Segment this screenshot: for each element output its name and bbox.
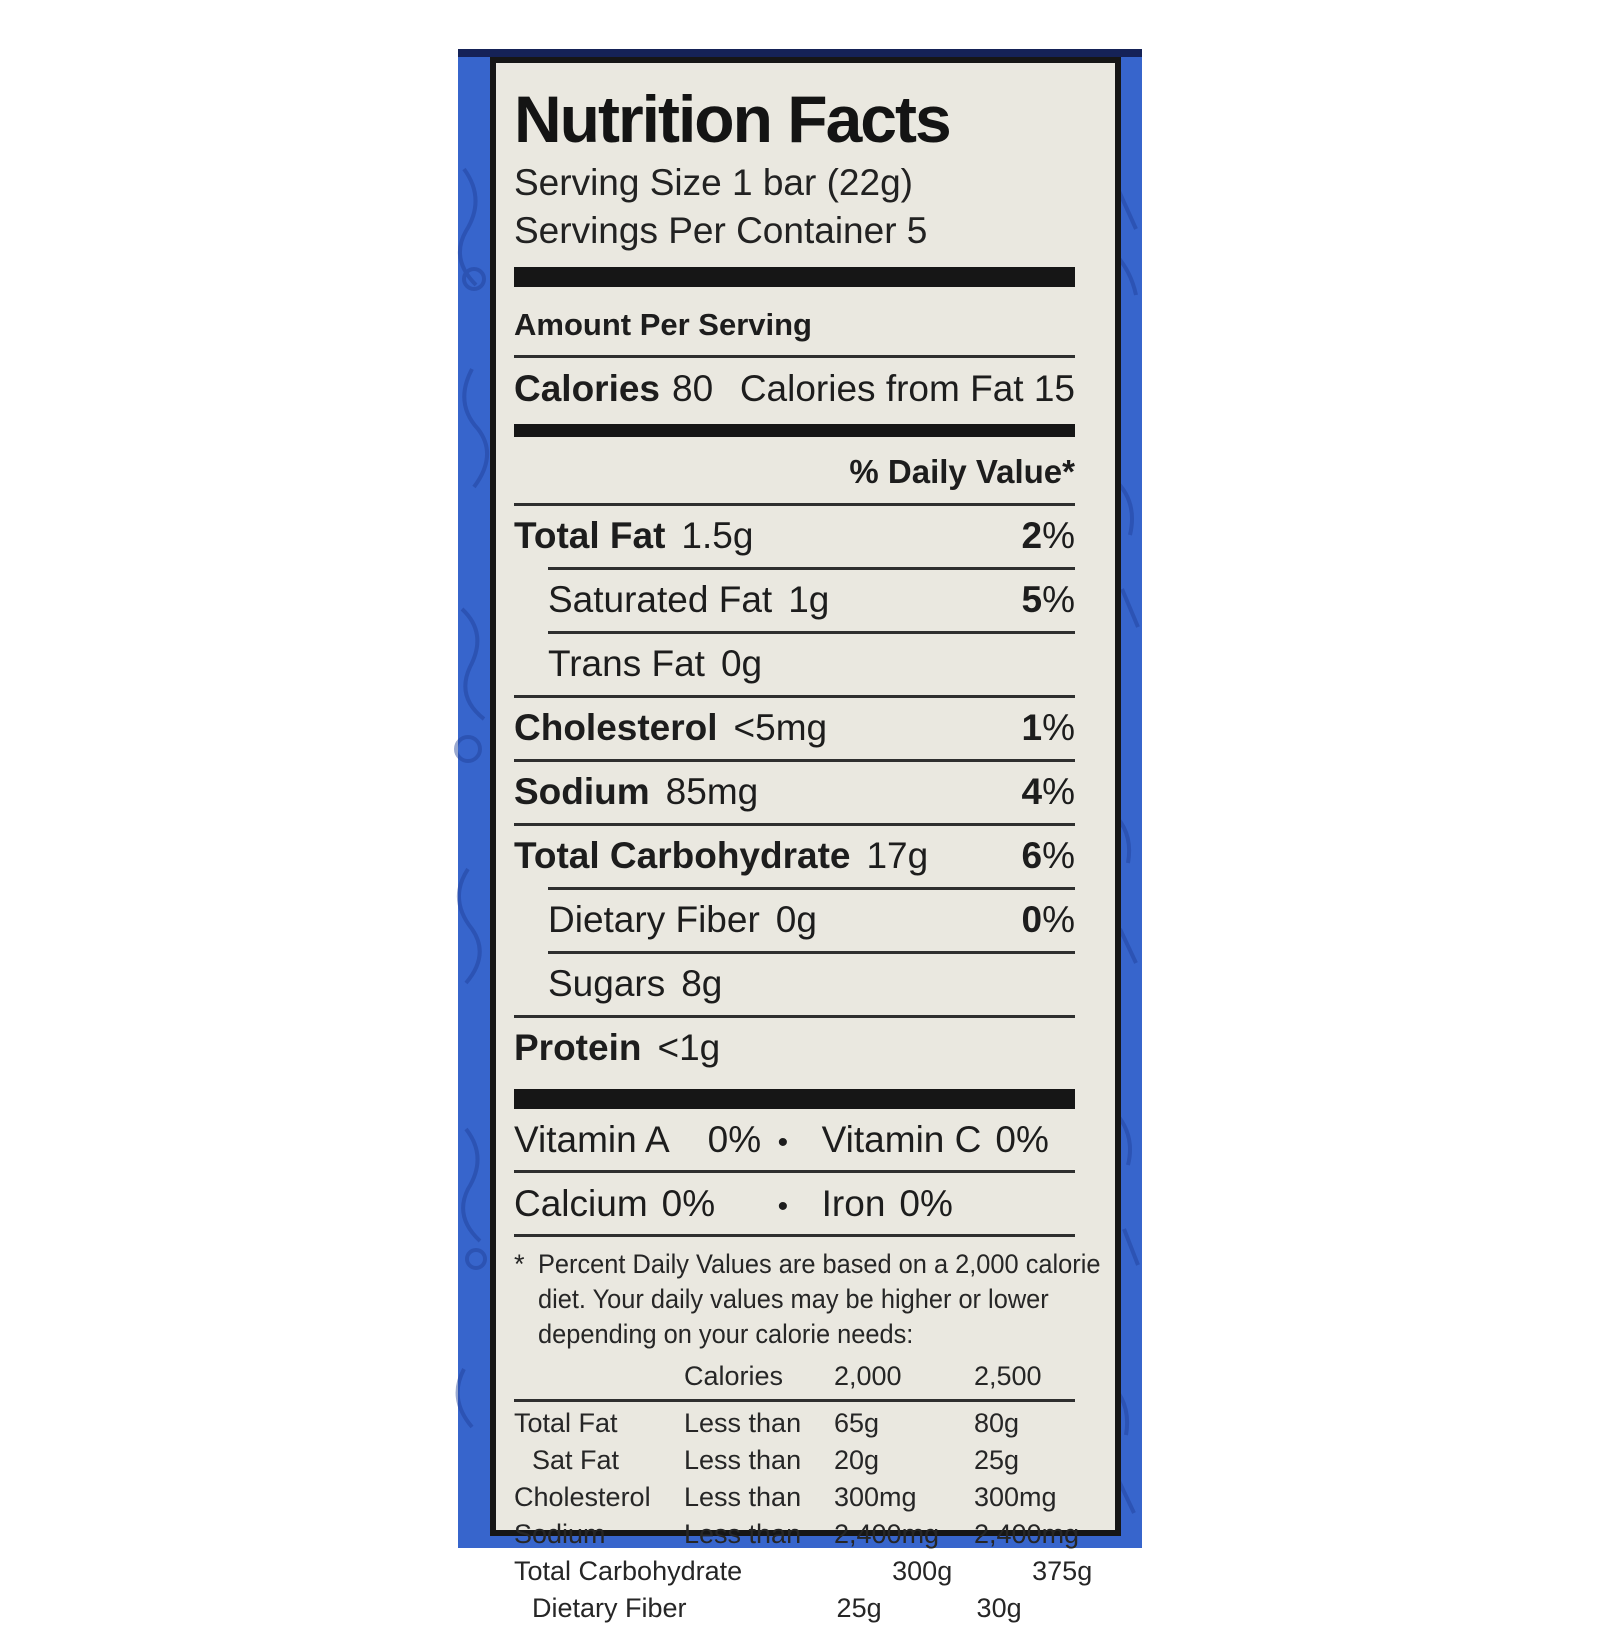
nutrient-amount: <5mg [733,707,828,748]
table-cell: Less than [684,1445,802,1475]
footnote-asterisk: * [514,1249,525,1279]
table-cell: Dietary Fiber [532,1593,687,1623]
dv-value: 5 [1021,579,1043,620]
table-cell: Sat Fat [532,1445,620,1475]
table-row [514,1405,1075,1442]
table-cell: 65g [834,1408,880,1438]
dv-value: 0 [1021,899,1043,940]
nutrient-dv [1022,579,1075,621]
dv-value: 6 [1021,835,1043,876]
dv-value: 1 [1021,707,1043,748]
table-row [514,1516,1080,1553]
bullet-separator: • [777,1190,789,1223]
vitamin-value: 0% [995,1119,1049,1160]
daily-values-reference-table [514,1358,1093,1627]
nutrient-row-total-carbohydrate [514,826,1075,887]
percent-sign: % [1042,707,1075,748]
vitamin-row-calcium-iron [514,1173,1075,1234]
table-header-2000: 2,000 [834,1361,902,1391]
percent-sign: % [1042,579,1075,620]
nutrient-row-total-fat [514,506,1075,567]
table-cell: 300mg [834,1482,917,1512]
nutrient-row-dietary-fiber [514,890,1075,951]
nutrient-amount: <1g [657,1027,721,1068]
table-cell: Total Fat [514,1408,618,1438]
vitamin-name: Vitamin C [821,1119,982,1160]
table-header-row [514,1358,1075,1397]
vitamin-name: Iron [821,1183,886,1224]
table-cell: Less than [684,1482,802,1512]
calories-row [514,358,1075,422]
table-cell: Cholesterol [514,1482,651,1512]
footnote-line: diet. Your daily values may be higher or lower [538,1284,1049,1314]
table-cell: 2,400mg [834,1519,940,1549]
table-cell: Sodium [514,1519,606,1549]
nutrient-row-cholesterol [514,698,1075,759]
table-row [514,1442,1075,1479]
vitamin-value: 0% [661,1183,716,1224]
vitamin-name: Vitamin A [514,1119,670,1160]
nutrient-name: Total Carbohydrate [514,835,851,876]
table-row [514,1479,1075,1516]
vitamin-row-a-c [514,1109,1075,1170]
calories-from-fat: Calories from Fat 15 [739,368,1075,409]
table-row [514,1590,1075,1627]
amount-per-serving-heading: Amount Per Serving [514,307,812,342]
percent-sign: % [1042,515,1075,556]
table-cell: Less than [684,1519,802,1549]
nutrient-name: Sugars [548,963,666,1004]
nutrient-amount: 0g [775,899,817,940]
table-cell: 30g [976,1593,1022,1623]
percent-sign: % [1042,771,1075,812]
table-cell: 25g [836,1593,882,1623]
nutrient-amount: 0g [720,643,763,684]
table-cell: 375g [1032,1556,1093,1586]
percent-sign: % [1042,835,1075,876]
nutrient-name: Saturated Fat [548,579,773,620]
table-cell: Less than [684,1408,802,1438]
nutrient-amount: 1.5g [681,515,754,556]
hairline [514,1234,1075,1237]
nutrient-row-sugars [514,954,1075,1015]
nutrient-dv [1022,515,1075,557]
nutrient-amount: 8g [681,963,723,1004]
nutrient-name: Total Fat [514,515,666,556]
hairline [514,1399,1075,1402]
vitamin-value: 0% [707,1119,762,1160]
nutrition-facts-label [490,57,1121,1623]
nutrient-name: Sodium [514,771,650,812]
nutrient-name: Cholesterol [514,707,718,748]
dv-value: 4 [1021,771,1043,812]
table-cell: 300g [892,1556,953,1586]
nutrient-amount: 1g [788,579,830,620]
table-cell: 20g [834,1445,880,1475]
nutrient-dv [1022,771,1075,813]
table-header-calories: Calories [684,1361,784,1391]
serving-size-text: Serving Size 1 bar (22g) [514,162,913,203]
vitamin-name: Calcium [514,1183,648,1224]
nutrient-dv [1022,835,1075,877]
nutrient-dv [1022,707,1075,749]
calories-value: 80 [672,368,714,409]
table-row [514,1553,1093,1590]
nutrient-dv [1022,899,1075,941]
table-cell: Total Carbohydrate [514,1556,743,1586]
nutrient-amount: 85mg [665,771,759,812]
nutrient-row-trans-fat [514,634,1075,695]
nutrient-name: Trans Fat [548,643,705,684]
label-title: Nutrition Facts [514,82,950,156]
table-cell: 25g [974,1445,1020,1475]
table-cell: 80g [974,1408,1020,1438]
footnote-line: depending on your calorie needs: [538,1319,914,1349]
dv-value: 2 [1021,515,1043,556]
nutrient-row-protein [514,1018,1075,1079]
table-cell: 2,400mg [974,1519,1080,1549]
nutrient-name: Dietary Fiber [548,899,760,940]
table-header-2500: 2,500 [974,1361,1042,1391]
table-cell: 300mg [974,1482,1057,1512]
medium-divider [514,424,1075,437]
bullet-separator: • [777,1126,789,1159]
servings-per-container-text: Servings Per Container 5 [514,210,928,251]
vitamin-value: 0% [899,1183,953,1224]
daily-value-header: % Daily Value* [849,453,1075,490]
calories-value-group [514,368,713,410]
calories-word: Calories [514,368,661,409]
footnote-line: Percent Daily Values are based on a 2,000 calorie [538,1249,1101,1279]
nutrient-row-saturated-fat [514,570,1075,631]
nutrient-name: Protein [514,1027,642,1068]
footnote-text [538,1247,1136,1352]
footnote [514,1247,1101,1352]
nutrient-amount: 17g [866,835,929,876]
percent-sign: % [1042,899,1075,940]
thick-divider-vitamins [514,1089,1075,1109]
thick-divider-top [514,267,1075,287]
package-top-edge [458,49,1142,57]
nutrient-row-sodium [514,762,1075,823]
